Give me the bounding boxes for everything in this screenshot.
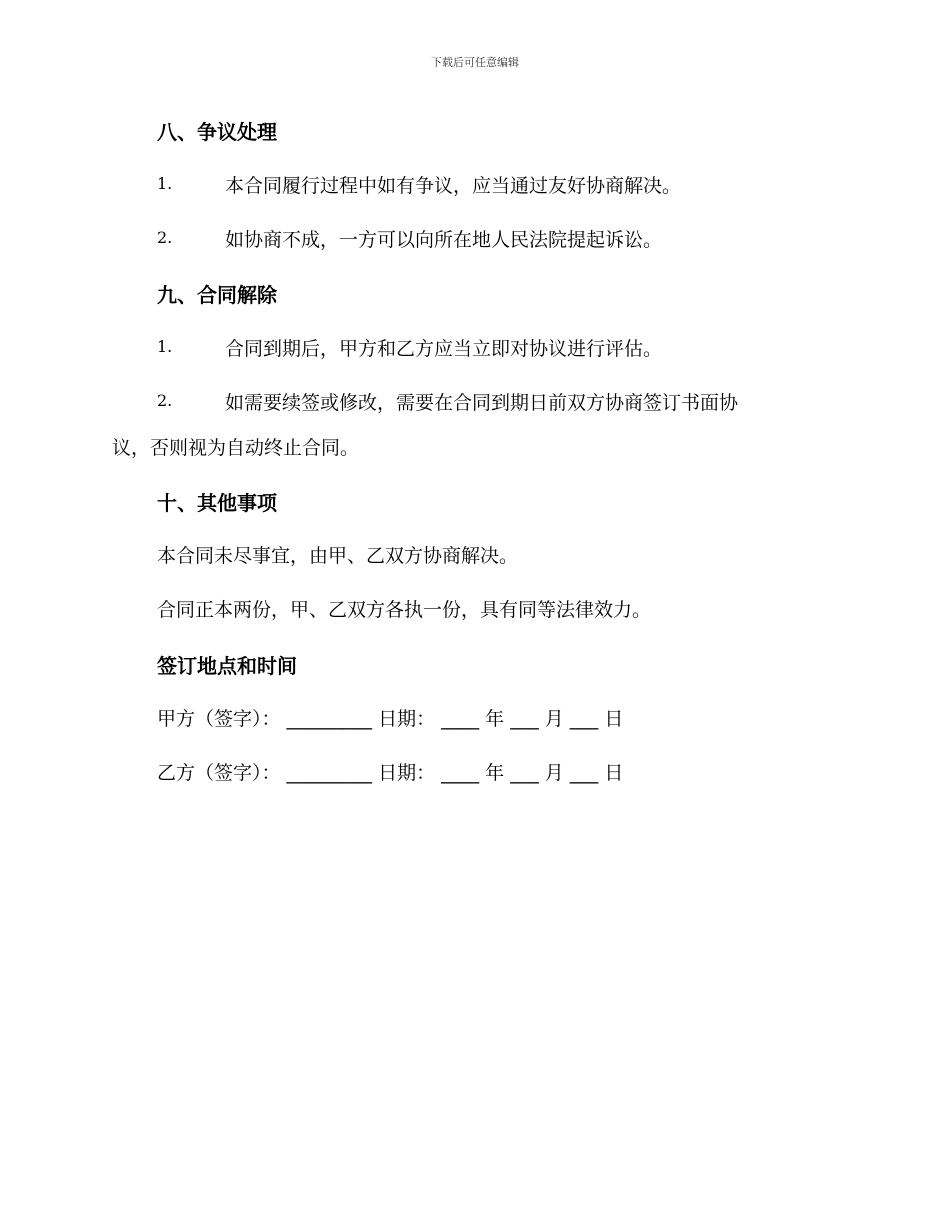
list-item-text: 如协商不成，一方可以向所在地人民法院提起诉讼。 bbox=[225, 229, 663, 251]
section-heading-dispute: 八、争议处理 bbox=[157, 120, 277, 144]
list-item-number: 2. bbox=[157, 228, 173, 247]
section-heading-signing: 签订地点和时间 bbox=[157, 654, 297, 678]
list-item-number: 1. bbox=[157, 337, 173, 356]
paragraph: 合同正本两份，甲、乙双方各执一份，具有同等法律效力。 bbox=[157, 599, 652, 621]
list-item-text: 本合同履行过程中如有争议，应当通过友好协商解决。 bbox=[225, 175, 682, 197]
list-item-text: 合同到期后，甲方和乙方应当立即对协议进行评估。 bbox=[225, 338, 663, 360]
list-item-continuation: 议，否则视为自动终止合同。 bbox=[112, 437, 360, 459]
page-header: 下载后可任意编辑 bbox=[431, 56, 519, 69]
list-item-text: 如需要续签或修改，需要在合同到期日前双方协商签订书面协 bbox=[225, 392, 739, 414]
section-heading-termination: 九、合同解除 bbox=[157, 283, 277, 307]
signature-line-party-a: 甲方（签字）： _________ 日期： ____ 年 ___ 月 ___ 日 bbox=[157, 708, 624, 730]
paragraph: 本合同未尽事宜，由甲、乙双方协商解决。 bbox=[157, 545, 519, 567]
list-item-number: 1. bbox=[157, 174, 173, 193]
signature-line-party-b: 乙方（签字）： _________ 日期： ____ 年 ___ 月 ___ 日 bbox=[157, 762, 624, 784]
list-item-number: 2. bbox=[157, 391, 173, 410]
section-heading-other: 十、其他事项 bbox=[157, 491, 277, 515]
